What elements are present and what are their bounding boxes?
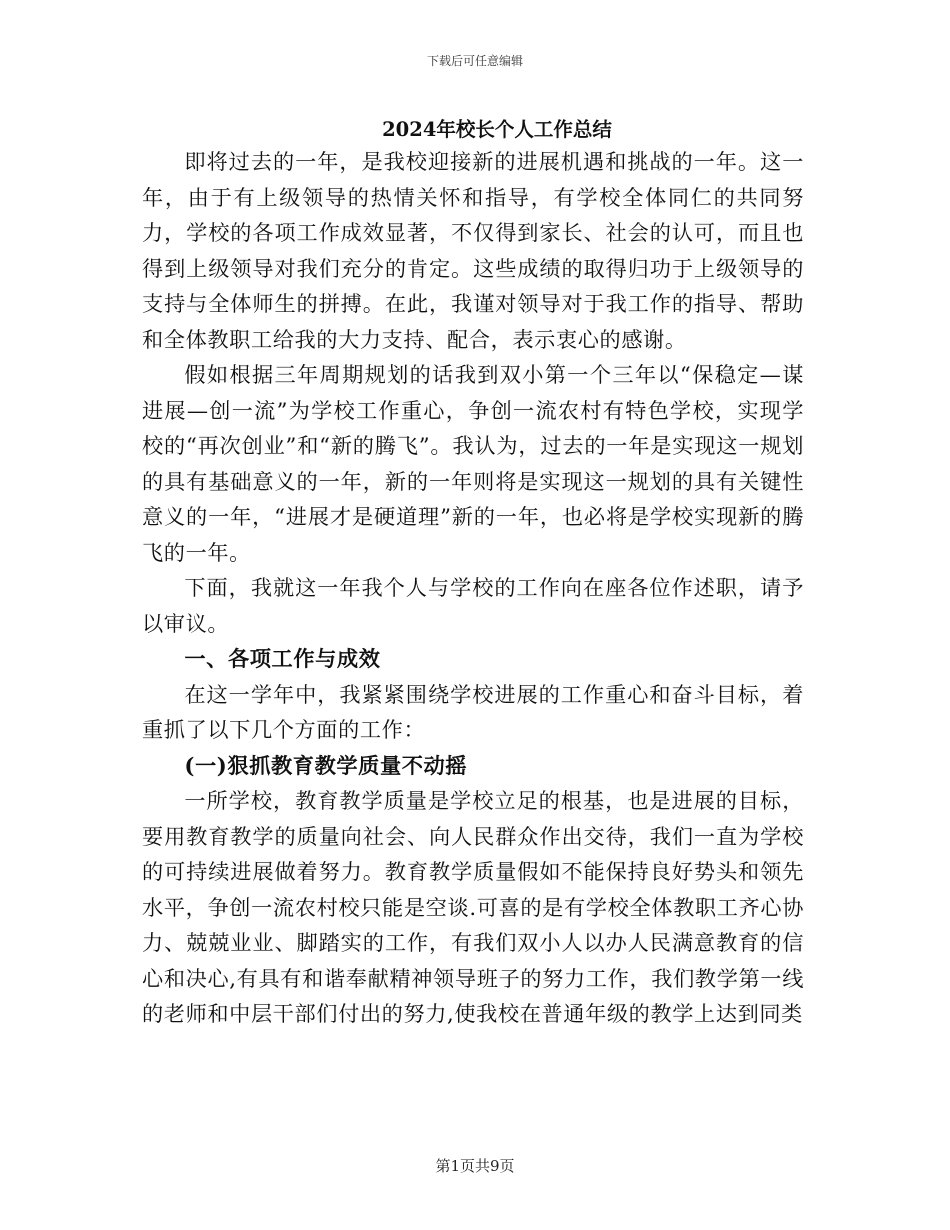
document-title: 2024年校长个人工作总结 xyxy=(382,118,612,141)
paragraph-quality: 一所学校，教育教学质量是学校立足的根基，也是进展的目标，要用教育教学的质量向社会、向人民群众作出交待，我们一直为学校的可持续进展做着努力。教育教学质量假如不能保持良好势头和领先水平，争创一流农村校只能是空谈.可喜的是有学校全体教职工齐心协力、兢兢业业、脚踏实的工作，有我们双小人以办人民满意教育的信心和决心,有具有和谐奉献精神领导班子的努力工作，我们教学第一线的老师和中层干部们付出的努力,使我校在普通年级的教学上达到同类 xyxy=(142,788,804,1026)
paragraph-plan: 假如根据三年周期规划的话我到双小第一个三年以“保稳定—谋进展—创一流”为学校工作重心，争创一流农村有特色学校，实现学校的“再次创业”和“新的腾飞”。我认为，过去的一年是实现这一规划的具有基础意义的一年，新的一年则将是实现这一规划的具有关键性意义的一年，“进展才是硬道理”新的一年，也必将是学校实现新的腾飞的一年。 xyxy=(142,362,804,565)
paragraph-report: 下面，我就这一年我个人与学校的工作向在座各位作述职，请予以审议。 xyxy=(142,575,804,636)
page-number: 第1页共9页 xyxy=(435,1157,515,1175)
paragraph-section-intro: 在这一学年中，我紧紧围绕学校进展的工作重心和奋斗目标，着重抓了以下几个方面的工作： xyxy=(142,681,804,742)
paragraph-intro: 即将过去的一年，是我校迎接新的进展机遇和挑战的一年。这一年，由于有上级领导的热情关怀和指导，有学校全体同仁的共同努力，学校的各项工作成效显著，不仅得到家长、社会的认可，而且也得到上级领导对我们充分的肯定。这些成绩的取得归功于上级领导的支持与全体师生的拼搏。在此，我谨对领导对于我工作的指导、帮助和全体教职工给我的大力支持、配合，表示衷心的感谢。 xyxy=(142,149,804,352)
subsection-heading: (一)狠抓教育教学质量不动摇 xyxy=(184,752,468,778)
download-note: 下载后可任意编辑 xyxy=(426,54,523,68)
document-body xyxy=(142,144,804,1032)
section-heading: 一、各项工作与成效 xyxy=(184,646,381,671)
